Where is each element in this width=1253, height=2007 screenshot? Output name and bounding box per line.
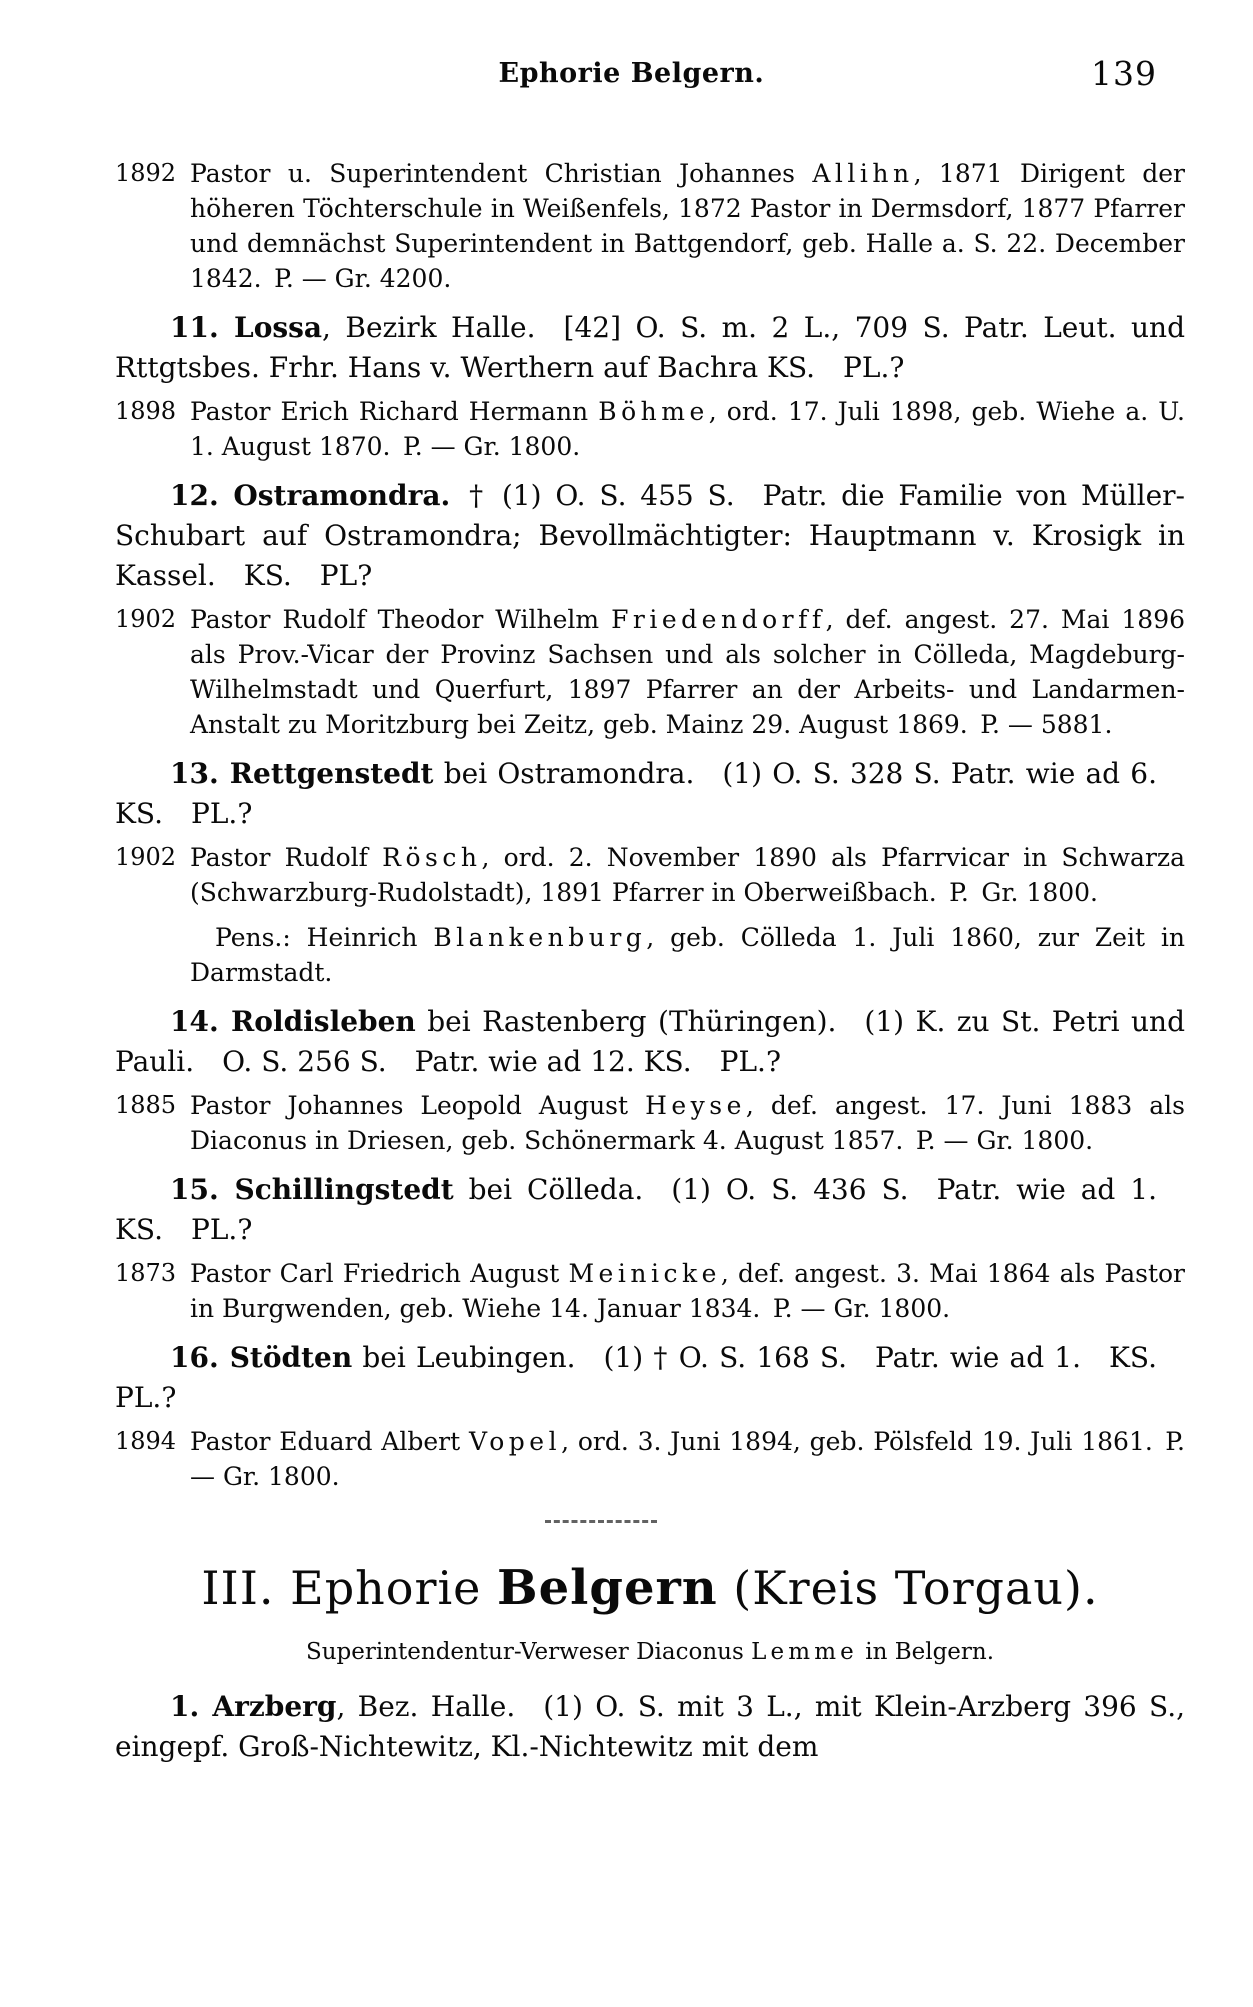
entry-year: 1902	[115, 843, 177, 871]
pastor-name: Allihn	[812, 159, 914, 188]
entry-year: 1885	[115, 1091, 177, 1119]
section-number-name: 16. Stödten	[170, 1341, 353, 1374]
section-heading-text: bei Ostramondra. (1) O. S. 328 S. Patr. wie ad 6. KS. PL.?	[115, 757, 1186, 830]
section-heading-14-roldisleben	[115, 1002, 1185, 1082]
chapter-subtitle	[115, 1637, 1185, 1667]
running-head	[115, 54, 1185, 100]
pension-text-pre: Pens.: Heinrich	[215, 923, 434, 952]
entry-text-pre: Pastor Eduard Albert	[190, 1427, 469, 1456]
entry-text-post: , ord. 3. Juni 1894, geb. Pölsfeld 19. Juli 1861. P. — Gr. 1800.	[190, 1427, 1185, 1491]
entry-text-post: , ord. 2. November 1890 als Pfarrvicar in Schwarza (Schwarzburg-Rudolstadt), 1891 Pfarrer in Oberweißbach. P. Gr. 1800.	[190, 843, 1185, 907]
section-heading-text: , Bezirk Halle. [42] O. S. m. 2 L., 709 S. Patr. Leut. und Rttgtsbes. Frhr. Hans v. Werthern auf Bachra KS. PL.?	[115, 311, 1185, 384]
section-number-name: 11. Lossa	[170, 311, 323, 344]
entry-year: 1902	[115, 605, 177, 633]
section-heading-1-arzberg	[115, 1687, 1185, 1767]
entry-text-pre: Pastor Carl Friedrich August	[190, 1259, 569, 1288]
running-title: Ephorie Belgern.	[498, 58, 765, 89]
pastor-name: Meinicke	[568, 1259, 721, 1288]
entry-text	[190, 1088, 1185, 1158]
section-heading-15-schillingstedt	[115, 1170, 1185, 1250]
entry-text-pre: Pastor Rudolf	[190, 843, 383, 872]
pastor-entry-1892-allihn	[115, 156, 1185, 296]
pastor-name: Friedendorff	[611, 605, 826, 634]
pastor-entry-1873-meinicke	[115, 1256, 1185, 1326]
pastor-name: Vopel	[468, 1427, 562, 1456]
entry-text-pre: Pastor Erich Richard Hermann	[190, 397, 599, 426]
pastor-name: Rösch	[382, 843, 482, 872]
entry-text-post: , 1871 Dirigent der höheren Töchterschule in Weißenfels, 1872 Pastor in Dermsdorf, 1877 Pfarrer und demnächst Superintendent in Battgendorf, geb. Halle a. S. 22. December 1842. P. — Gr. 4200.	[190, 159, 1186, 293]
entry-year: 1892	[115, 159, 177, 187]
section-number-name: 14. Roldisleben	[170, 1005, 416, 1038]
pension-text-post: , geb. Cölleda 1. Juli 1860, zur Zeit in Darmstadt.	[190, 923, 1185, 987]
section-number-name: 13. Rettgenstedt	[170, 757, 434, 790]
section-divider	[545, 1520, 657, 1523]
pension-note-blankenburg	[190, 920, 1185, 990]
pensioner-name: Blankenburg	[433, 923, 647, 952]
entry-text-pre: Pastor Rudolf Theodor Wilhelm	[190, 605, 612, 634]
subtitle-post: in Belgern.	[857, 1639, 995, 1665]
entry-text-pre: Pastor Johannes Leopold August	[190, 1091, 646, 1120]
chapter-suffix: (Kreis Torgau).	[717, 1561, 1099, 1615]
entry-text-post: , def. angest. 17. Juni 1883 als Diaconus in Driesen, geb. Schönermark 4. August 1857. P. — Gr. 1800.	[190, 1091, 1185, 1155]
chapter-numeral: III. Ephorie	[201, 1561, 498, 1615]
entry-year: 1894	[115, 1427, 177, 1455]
section-heading-text: , Bez. Halle. (1) O. S. mit 3 L., mit Klein-Arzberg 396 S., eingepf. Groß-Nichtewitz, Kl.-Nichtewitz mit dem	[115, 1690, 1185, 1763]
section-heading-16-stoedten	[115, 1338, 1185, 1418]
pastor-entry-1894-vopel	[115, 1424, 1185, 1494]
pastor-entry-1902-roesch	[115, 840, 1185, 910]
entry-text	[190, 840, 1185, 910]
pastor-entry-1898-boehme	[115, 394, 1185, 464]
pastor-entry-1902-friedendorff	[115, 602, 1185, 742]
section-number-name: 1. Arzberg	[170, 1690, 337, 1723]
entry-text-post: , def. angest. 27. Mai 1896 als Prov.-Vicar der Provinz Sachsen und als solcher in Cölleda, Magdeburg-Wilhelmstadt und Querfurt, 1897 Pfarrer an der Arbeits- und Landarmen-Anstalt zu Moritzburg bei Zeitz, geb. Mainz 29. August 1869. P. — 5881.	[190, 605, 1186, 739]
entry-text	[190, 1424, 1185, 1494]
section-heading-12-ostramondra	[115, 476, 1185, 596]
superintendent-name: Lemme	[751, 1639, 858, 1665]
pastor-name: Böhme	[598, 397, 709, 426]
pastor-entry-1885-heyse	[115, 1088, 1185, 1158]
section-number-name: 12. Ostramondra.	[170, 479, 451, 512]
page-number: 139	[1091, 54, 1157, 93]
section-heading-text: bei Cölleda. (1) O. S. 436 S. Patr. wie ad 1. KS. PL.?	[115, 1173, 1186, 1246]
section-heading-text: † (1) O. S. 455 S. Patr. die Familie von Müller-Schubart auf Ostramondra; Bevollmächtigter: Hauptmann v. Krosigk in Kassel. KS. PL?	[115, 479, 1185, 592]
entry-year: 1873	[115, 1259, 177, 1287]
entry-text	[190, 602, 1185, 742]
entry-year: 1898	[115, 397, 177, 425]
pastor-name: Heyse	[645, 1091, 746, 1120]
entry-text-pre: Pastor u. Superintendent Christian Johannes	[190, 159, 813, 188]
section-heading-text: bei Leubingen. (1) † O. S. 168 S. Patr. wie ad 1. KS. PL.?	[115, 1341, 1185, 1414]
entry-text	[190, 156, 1185, 296]
entry-text-post: , ord. 17. Juli 1898, geb. Wiehe a. U. 1. August 1870. P. — Gr. 1800.	[190, 397, 1185, 461]
chapter-heading-ephorie-belgern	[115, 1559, 1185, 1617]
section-heading-text: bei Rastenberg (Thüringen). (1) K. zu St. Petri und Pauli. O. S. 256 S. Patr. wie ad 12. KS. PL.?	[115, 1005, 1185, 1078]
entry-text	[190, 1256, 1185, 1326]
subtitle-pre: Superintendentur-Verweser Diaconus	[305, 1639, 752, 1665]
section-number-name: 15. Schillingstedt	[170, 1173, 454, 1206]
entry-text	[190, 394, 1185, 464]
section-heading-13-rettgenstedt	[115, 754, 1185, 834]
chapter-name: Belgern	[497, 1560, 718, 1616]
entry-text-post: , def. angest. 3. Mai 1864 als Pastor in Burgwenden, geb. Wiehe 14. Januar 1834. P. — Gr. 1800.	[190, 1259, 1185, 1323]
section-heading-11-lossa	[115, 308, 1185, 388]
